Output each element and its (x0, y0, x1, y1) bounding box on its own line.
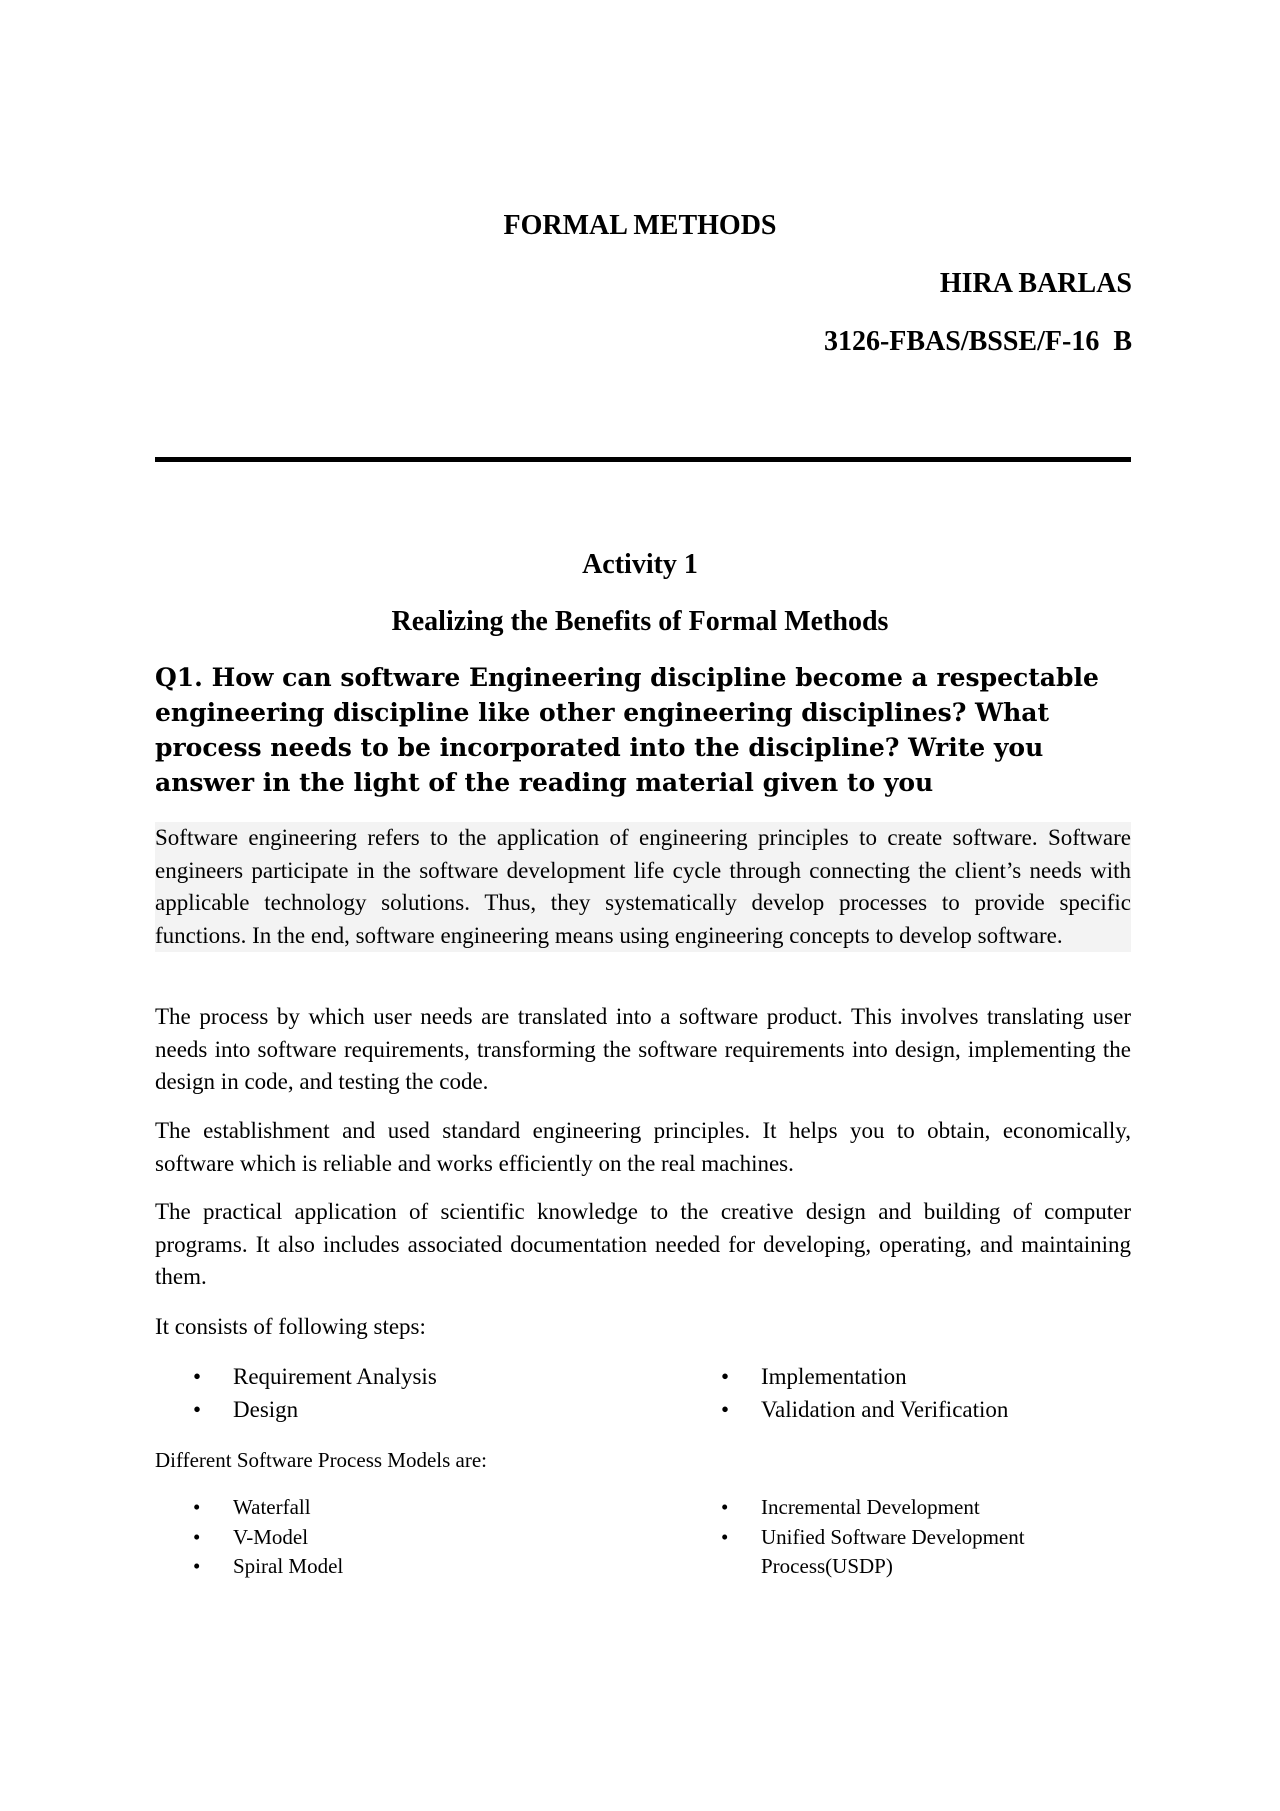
list-item: • Implementation (683, 1361, 1143, 1394)
answer-paragraph: Software engineering refers to the application of engineering principles to create software. Software engineers participate in the software development life cycle through connecting the client’s needs with applicable technology solutions. Thus, they systematically develop processes to provide specific functions. In the end, software engineering means using engineering concepts to develop software. (155, 822, 1131, 952)
registration-number: 3126-FBAS/BSSE/F-16 B (823, 326, 1132, 357)
horizontal-rule (155, 457, 1131, 462)
steps-list-right (683, 1361, 1143, 1426)
models-list-right (683, 1493, 1103, 1582)
models-list-left (155, 1493, 615, 1582)
steps-list-left (155, 1361, 615, 1426)
list-item: • Requirement Analysis (155, 1361, 615, 1394)
list-item: • Unified Software Development Process(USDP) (683, 1523, 1103, 1582)
steps-intro: It consists of following steps: (155, 1314, 426, 1339)
list-item: • V-Model (155, 1523, 615, 1553)
list-item: • Design (155, 1394, 615, 1427)
list-item: • Validation and Verification (683, 1394, 1143, 1427)
list-item: • Waterfall (155, 1493, 615, 1523)
activity-title: Activity 1 (582, 549, 698, 580)
list-item: • Incremental Development (683, 1493, 1103, 1523)
activity-subtitle: Realizing the Benefits of Formal Methods (391, 606, 889, 637)
answer-paragraph: The process by which user needs are translated into a software product. This involves translating user needs into software requirements, transforming the software requirements into design, implementing the design in code, and testing the code. (155, 1004, 1131, 1094)
list-item: • Spiral Model (155, 1552, 615, 1582)
author-name: HIRA BARLAS (939, 268, 1132, 299)
answer-paragraph: The practical application of scientific knowledge to the creative design and building of computer programs. It also includes associated documentation needed for developing, operating, and maintaining them. (155, 1199, 1131, 1289)
question-heading: Q1. How can software Engineering discipline become a respectable engineering discipline like other engineering disciplines? What process needs to be incorporated into the discipline? Write you answer in the light of the reading material given to you (155, 663, 1099, 797)
course-title: FORMAL METHODS (503, 210, 777, 241)
answer-paragraph: The establishment and used standard engineering principles. It helps you to obtain, economically, software which is reliable and works efficiently on the real machines. (155, 1118, 1131, 1176)
models-intro: Different Software Process Models are: (155, 1448, 488, 1472)
